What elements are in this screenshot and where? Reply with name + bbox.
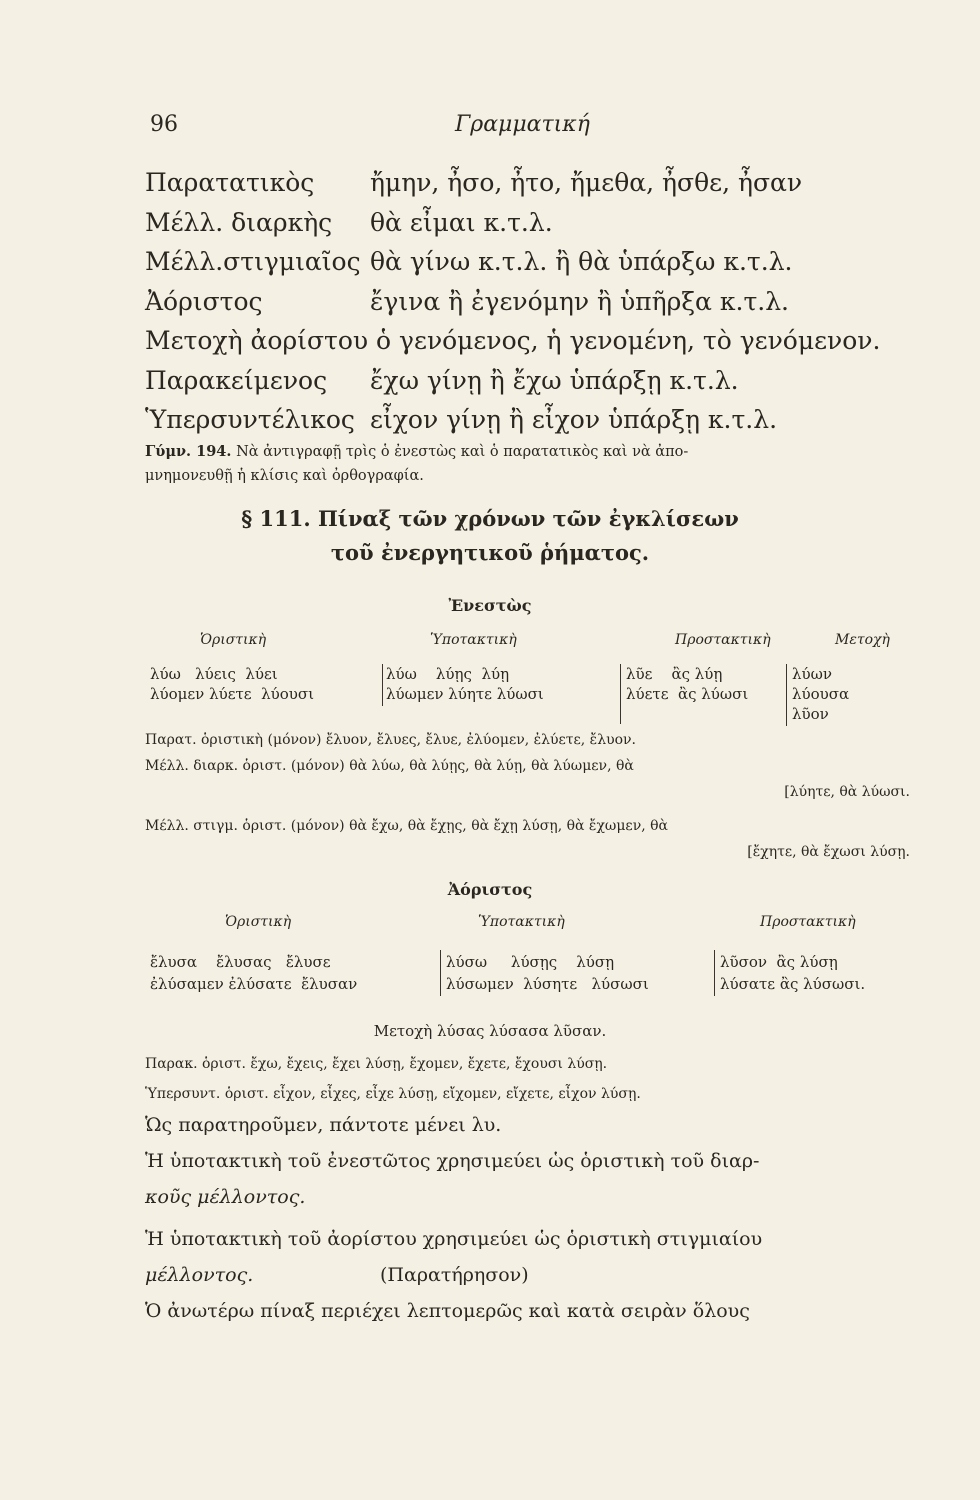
note-text: Ὁ ἀνωτέρω πίναξ περιέχει λεπτομερῶς καὶ κατὰ σειρὰν ὅλους <box>145 1300 750 1322</box>
present-participle-row: λῦον <box>792 705 829 723</box>
tense-forms: θὰ εἶμαι κ.τ.λ. <box>370 207 553 237</box>
tense-forms: ἔχω γίνῃ ἢ ἔχω ὑπάρξῃ κ.τ.λ. <box>370 366 739 395</box>
col-header-imperative: Προστακτικὴ <box>760 914 856 930</box>
present-indicative-row: λύω λύεις λύει <box>150 665 278 683</box>
conjugation-row <box>145 326 880 355</box>
aorist-participle: Μετοχὴ λύσας λύσασα λῦσαν. <box>373 1022 607 1040</box>
tense-forms: ἤμην, ἦσο, ἦτο, ἤμεθα, ἦσθε, ἦσαν <box>370 168 803 197</box>
conjugation-row <box>145 366 739 395</box>
tense-label: Ἀόριστος <box>145 286 263 316</box>
present-participle-row: λύων <box>792 665 832 683</box>
tense-forms: ὁ γενόμενος, ἡ γενομένη, τὸ γενόμενον. <box>376 326 881 355</box>
section-title-2: τοῦ ἐνεργητικοῦ ῥήματος. <box>330 540 650 565</box>
tense-line: Παρακ. ὁριστ. ἔχω, ἔχεις, ἔχει λύσῃ, ἔχομεν, ἔχετε, ἔχουσι λύσῃ. <box>145 1056 608 1072</box>
conjugation-row <box>145 168 925 208</box>
conjugation-row <box>145 208 925 248</box>
note-text: Ἡ ὑποτακτικὴ τοῦ ἀορίστου χρησιμεύει ὡς ὁριστικὴ στιγμιαίου <box>145 1228 763 1250</box>
present-subjunctive-row: λύω λύῃς λύῃ <box>386 665 510 683</box>
column-rule <box>714 950 715 996</box>
present-imperative-row: λύετε ἂς λύωσι <box>626 685 749 703</box>
col-header-subjunctive: Ὑποτακτικὴ <box>478 914 565 930</box>
column-rule <box>440 950 441 996</box>
col-header-indicative: Ὁριστικὴ <box>225 914 292 930</box>
col-header-imperative: Προστακτικὴ <box>675 632 771 648</box>
running-title: Γραμματική <box>455 112 590 137</box>
exercise-label: Γύμν. 194. <box>145 443 232 460</box>
col-header-participle: Μετοχὴ <box>835 632 890 648</box>
page-number: 96 <box>150 112 178 137</box>
conjugation-row <box>145 287 925 327</box>
aorist-imperative-row: λῦσον ἂς λύσῃ <box>720 953 838 971</box>
present-subjunctive-row: λύωμεν λύητε λύωσι <box>386 685 544 703</box>
exercise-text: Νὰ ἀντιγραφῇ τρὶς ὁ ἐνεστὼς καὶ ὁ παρατατικὸς καὶ νὰ ἀπο- <box>236 444 689 460</box>
tense-forms: ἔγινα ἢ ἐγενόμην ἢ ὑπῆρξα κ.τ.λ. <box>370 286 790 316</box>
col-header-indicative: Ὁριστικὴ <box>200 632 267 648</box>
aorist-indicative-row: ἔλυσα ἔλυσας ἔλυσε <box>150 953 331 971</box>
column-rule <box>620 664 621 724</box>
present-imperative-row: λῦε ἂς λύῃ <box>626 665 723 683</box>
conjugation-row <box>145 247 925 287</box>
section-title: § 111. Πίναξ τῶν χρόνων τῶν ἐγκλίσεων <box>241 506 739 531</box>
tense-label: Μέλλ. διαρκὴς <box>145 207 333 237</box>
present-indicative-row: λύομεν λύετε λύουσι <box>150 685 314 703</box>
present-participle-row: λύουσα <box>792 685 850 703</box>
tense-label: Μέλλ.στιγμιαῖος <box>145 247 361 276</box>
conjugation-row <box>145 405 777 434</box>
tense-label: Ὑπερσυντέλικος <box>145 405 355 434</box>
aorist-subjunctive-row: λύσω λύσῃς λύσῃ <box>446 953 615 971</box>
present-title: Ἐνεστὼς <box>448 596 532 615</box>
note-text: Ἡ ὑποτακτικὴ τοῦ ἐνεστῶτος χρησιμεύει ὡς ὁριστικὴ τοῦ διαρ- <box>145 1150 760 1172</box>
note-text: Ὡς παρατηροῦμεν, πάντοτε μένει λυ. <box>145 1114 502 1136</box>
exercise-text: μνημονευθῇ ἡ κλίσις καὶ ὀρθογραφία. <box>145 468 424 484</box>
tense-label: Παρατατικὸς <box>145 168 315 197</box>
tense-line: Μέλλ. στιγμ. ὁριστ. (μόνον) θὰ ἔχω, θὰ ἔχῃς, θὰ ἔχῃ λύσῃ, θὰ ἔχωμεν, θὰ <box>145 818 668 834</box>
tense-line: Μέλλ. διαρκ. ὁριστ. (μόνον) θὰ λύω, θὰ λύῃς, θὰ λύῃ, θὰ λύωμεν, θὰ <box>145 758 634 774</box>
note-text: (Παρατήρησον) <box>380 1264 529 1286</box>
tense-label: Παρακείμενος <box>145 366 328 395</box>
tense-line: Παρατ. ὁριστικὴ (μόνον) ἔλυον, ἔλυες, ἔλυε, ἐλύομεν, ἐλύετε, ἔλυον. <box>145 732 636 748</box>
tense-line: [ἔχητε, θὰ ἔχωσι λύσῃ. <box>747 844 910 860</box>
exercise-block <box>145 440 915 488</box>
tense-label: Μετοχὴ ἀορίστου <box>145 326 369 355</box>
tense-line: Ὑπερσυντ. ὁριστ. εἶχον, εἶχες, εἶχε λύσῃ, εἴχομεν, εἴχετε, εἶχον λύσῃ. <box>145 1086 641 1102</box>
tense-forms: θὰ γίνω κ.τ.λ. ἢ θὰ ὑπάρξω κ.τ.λ. <box>370 247 793 276</box>
aorist-imperative-row: λύσατε ἂς λύσωσι. <box>720 975 866 993</box>
aorist-subjunctive-row: λύσωμεν λύσητε λύσωσι <box>446 975 649 993</box>
column-rule <box>786 664 787 726</box>
conjugation-list <box>145 168 925 326</box>
column-rule <box>382 664 383 706</box>
aorist-title: Ἀόριστος <box>447 880 533 899</box>
note-text: κοῦς μέλλοντος. <box>145 1186 306 1208</box>
tense-forms: εἶχον γίνῃ ἢ εἶχον ὑπάρξῃ κ.τ.λ. <box>370 405 778 434</box>
aorist-indicative-row: ἐλύσαμεν ἐλύσατε ἔλυσαν <box>150 975 358 993</box>
tense-line: [λύητε, θὰ λύωσι. <box>784 784 910 800</box>
col-header-subjunctive: Ὑποτακτικὴ <box>430 632 517 648</box>
note-text: μέλλοντος. <box>145 1264 254 1286</box>
